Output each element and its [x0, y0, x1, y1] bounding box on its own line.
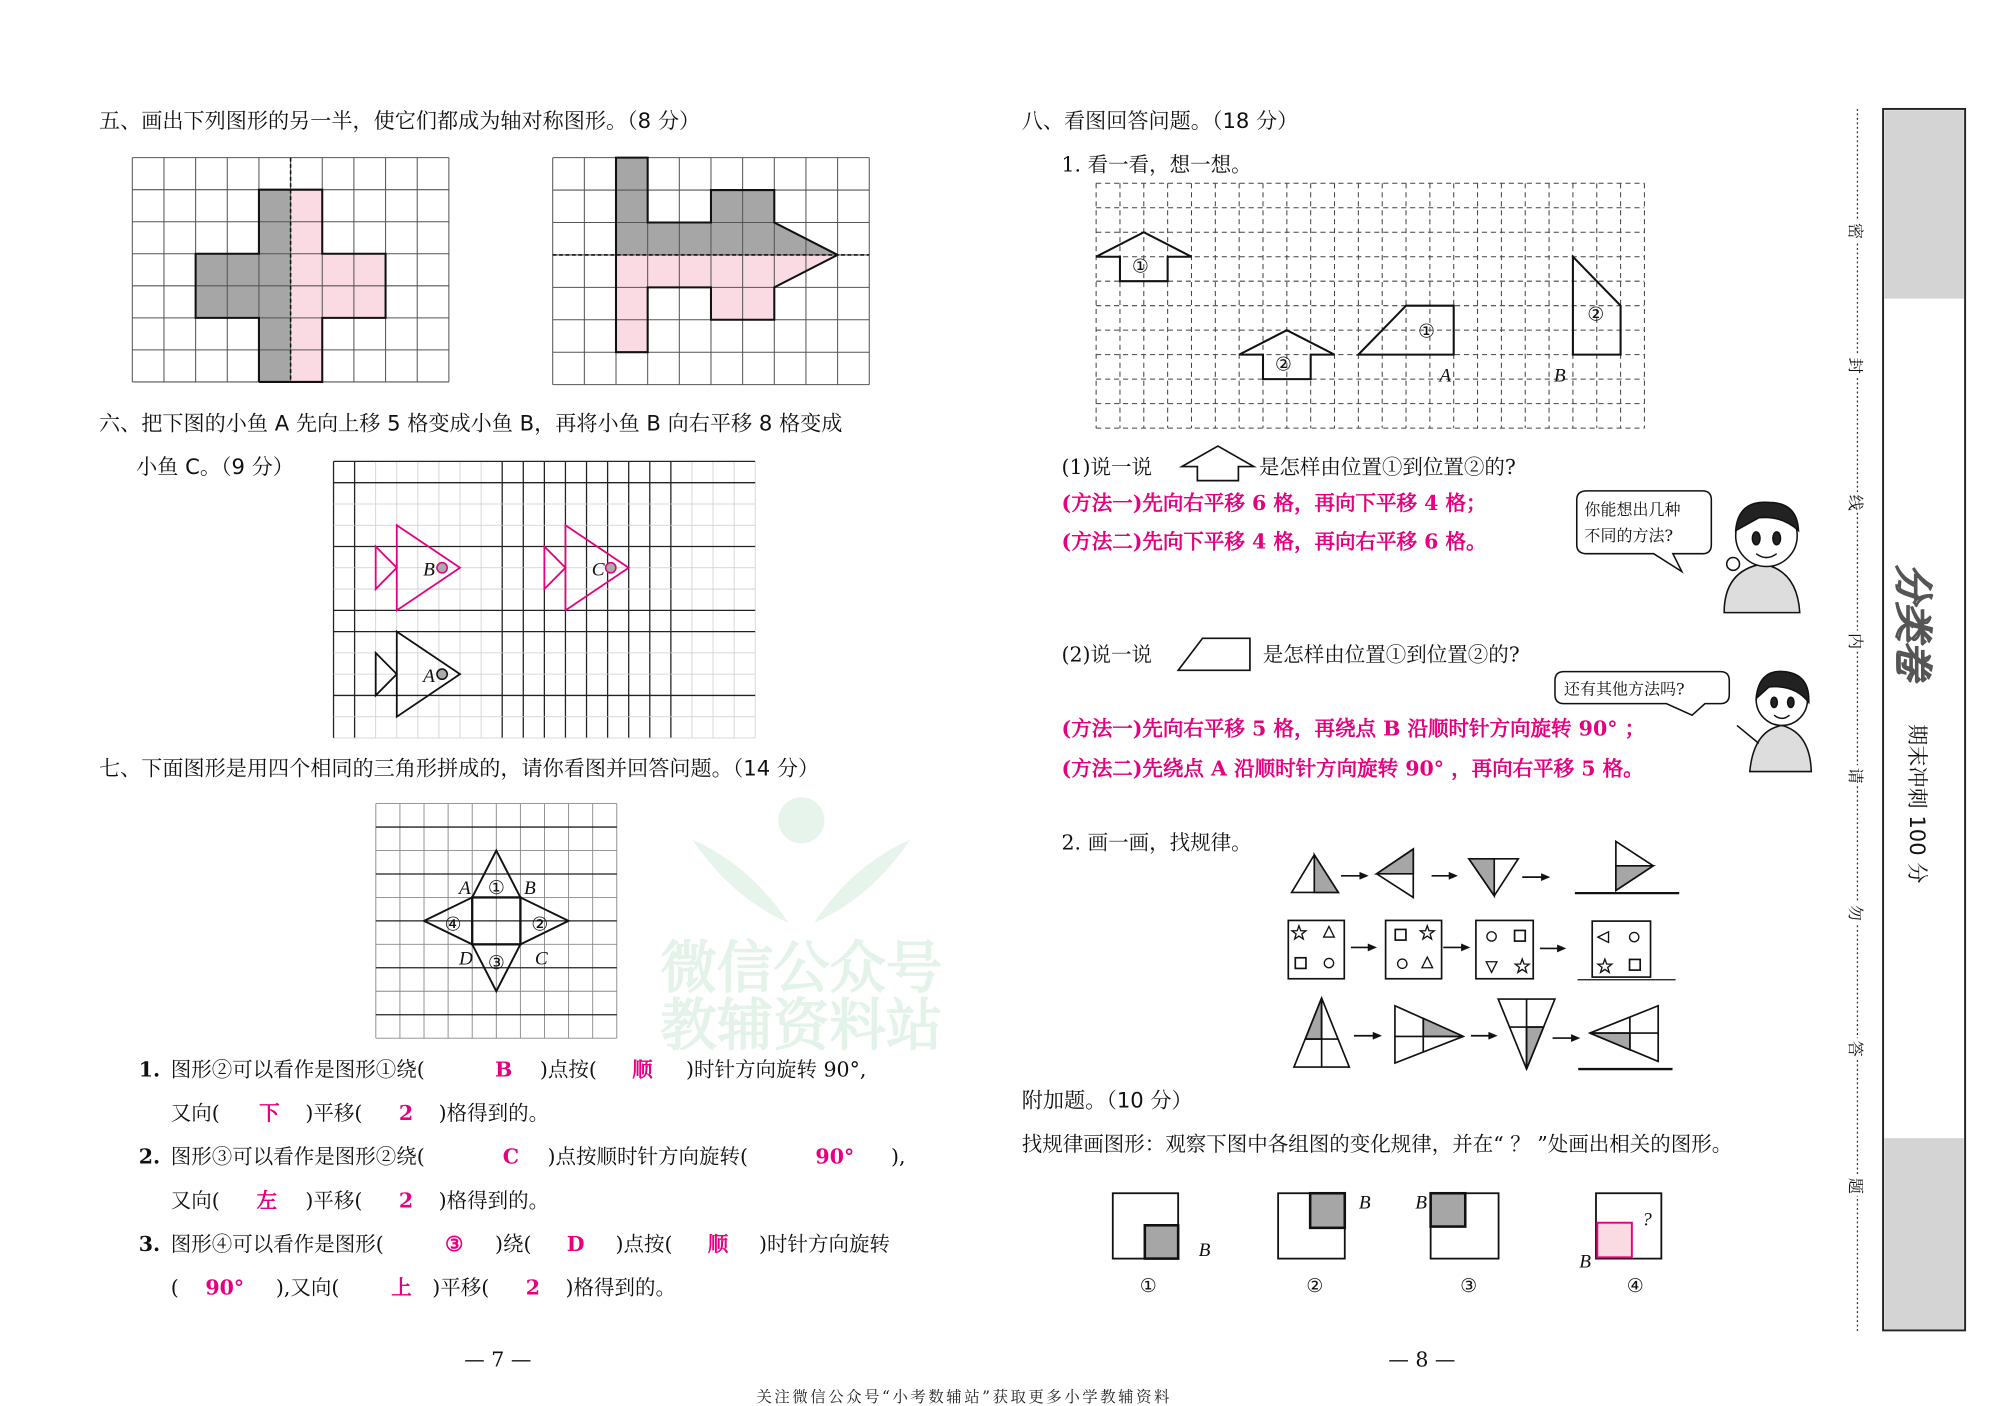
house-2-label: ② — [1274, 352, 1293, 376]
q-text: 图形②可以看作是图形①绕( — [170, 1057, 425, 1082]
fish-eye-icon — [606, 563, 616, 573]
answer-blank[interactable]: B — [495, 1057, 513, 1082]
square-icon — [1295, 958, 1306, 969]
seal-char: 内 — [1845, 633, 1865, 650]
section8-title: 八、看图回答问题。（18 分） — [1021, 108, 1299, 134]
sub-question-1 — [1062, 446, 1800, 613]
section6-title: 六、把下图的小鱼 A 先向上移 5 格变成小鱼 B，再将小鱼 B 向右平移 8 格变成 — [98, 410, 843, 436]
seal-char: 请 — [1845, 767, 1865, 784]
speech-bubble-girl — [1555, 672, 1729, 716]
answer-blank[interactable]: 90° — [815, 1144, 855, 1169]
q-text: )时针方向旋转 — [759, 1231, 891, 1256]
fish-eye-icon — [437, 563, 447, 573]
bonus-label: ① — [1139, 1273, 1157, 1297]
seal-char: 题 — [1845, 1177, 1865, 1194]
watermark-leaf-icon — [692, 839, 910, 922]
answer-blank[interactable]: C — [502, 1144, 520, 1169]
point-label-b: B — [1358, 1192, 1371, 1214]
answer-pink-square — [1597, 1223, 1632, 1258]
svg-text:又向(下)平移(2)格得到的。 — [171, 1101, 549, 1125]
sub1-prefix: (1)说一说 — [1061, 455, 1153, 480]
shaded-part — [1527, 1027, 1544, 1069]
svg-text:(90°),又向(上)平移(2)格得到的。 — [171, 1275, 676, 1299]
q-num: 2. — [138, 1144, 161, 1169]
strip-subtitle: 期末冲刺 100 分 — [1904, 724, 1930, 884]
section6-title-cont: 小鱼 C。（9 分） — [136, 454, 294, 480]
sub1-method1: (方法一)先向右平移 6 格，再向下平移 4 格； — [1061, 491, 1487, 516]
triangle-figure-grid — [376, 804, 617, 1039]
point-label-b: B — [1415, 1192, 1428, 1214]
bubble-text: 不同的方法? — [1584, 525, 1674, 545]
q-text: ),又向( — [275, 1275, 340, 1300]
fish-grid[interactable] — [334, 461, 756, 738]
sub2-prefix: (2)说一说 — [1061, 642, 1153, 667]
answer-blank[interactable]: 90° — [205, 1275, 245, 1300]
answer-blank[interactable]: 左 — [256, 1188, 278, 1213]
section7-q1 — [139, 1058, 867, 1126]
bonus-figure-3 — [1431, 1193, 1499, 1258]
watermark-logo-icon — [778, 797, 824, 843]
shaded-half — [1616, 866, 1653, 891]
q-text: )格得到的。 — [438, 1188, 550, 1213]
bonus-label: ③ — [1460, 1273, 1478, 1297]
shaded-half — [1314, 855, 1338, 893]
q-text: )平移( — [432, 1275, 490, 1300]
q-text: )格得到的。 — [438, 1101, 550, 1126]
symmetry-grid-1[interactable] — [132, 158, 449, 382]
question-mark: ? — [1642, 1209, 1652, 1231]
triangle-1-label: ① — [487, 875, 506, 899]
house-1-label: ① — [1131, 254, 1150, 278]
girl-cartoon-icon — [1737, 671, 1811, 771]
answer-blank[interactable]: 2 — [525, 1275, 541, 1300]
circle-icon — [1324, 958, 1333, 967]
trapezoid-icon — [1178, 638, 1250, 670]
section5-title: 五、画出下列图形的另一半，使它们都成为轴对称图形。（8 分） — [98, 108, 701, 134]
sub-question-2 — [1062, 638, 1812, 780]
page-number-left: — 7 — — [464, 1347, 532, 1372]
bubble-text: 还有其他方法吗? — [1563, 679, 1685, 699]
sub1-suffix: 是怎样由位置①到位置②的? — [1258, 455, 1516, 480]
bonus-label: ② — [1306, 1273, 1324, 1297]
section8-q1-title: 1. 看一看，想一想。 — [1061, 152, 1252, 177]
page-number-right: — 8 — — [1388, 1347, 1456, 1372]
bonus-instruction: 找规律画图形：观察下图中各组图的变化规律，并在“ ？ ”处画出相关的图形。 — [1021, 1131, 1733, 1156]
q-num: 1. — [138, 1057, 161, 1082]
sub2-suffix: 是怎样由位置①到位置②的? — [1262, 642, 1520, 667]
q-text: ( — [170, 1275, 179, 1300]
point-label-b: B — [1198, 1240, 1211, 1262]
q-num: 3. — [138, 1231, 161, 1256]
circle-icon — [1398, 959, 1407, 968]
bonus-figures — [1113, 1193, 1662, 1258]
answer-blank[interactable]: D — [566, 1231, 585, 1256]
answer-blank[interactable]: 上 — [391, 1275, 412, 1300]
point-label-c: C — [534, 948, 548, 970]
pink-answer-half — [616, 255, 838, 352]
section7-title: 七、下面图形是用四个相同的三角形拼成的，请你看图并回答问题。（14 分） — [98, 755, 820, 781]
seal-char: 勿 — [1845, 904, 1865, 921]
answer-blank[interactable]: 下 — [259, 1101, 280, 1126]
fish-label: B — [423, 559, 435, 581]
arrow-head-icon — [1368, 944, 1377, 951]
seal-char: 线 — [1845, 494, 1865, 511]
section8-q2-title: 2. 画一画，找规律。 — [1061, 830, 1252, 855]
q-text: )格得到的。 — [565, 1275, 677, 1300]
answer-blank[interactable]: 顺 — [707, 1231, 729, 1256]
boy-cartoon-icon — [1724, 502, 1800, 612]
point-label-b: B — [524, 877, 536, 899]
svg-text:又向(左)平移(2)格得到的。 — [171, 1188, 549, 1212]
arrow-head-icon — [1557, 945, 1566, 952]
q-text: )绕( — [495, 1231, 532, 1256]
shaded-part — [1590, 1033, 1630, 1050]
fish-label: C — [591, 559, 605, 581]
strip-gray-top — [1884, 110, 1963, 298]
arrow-head-icon — [1461, 944, 1470, 951]
answer-blank[interactable]: 2 — [398, 1101, 414, 1126]
bonus-title: 附加题。（10 分） — [1021, 1087, 1193, 1113]
sub2-method2: (方法二)先绕点 A 沿顺时针方向旋转 90° ，再向右平移 5 格。 — [1061, 756, 1644, 781]
shaded-part — [1305, 998, 1321, 1039]
q-text: )点按( — [615, 1231, 673, 1256]
triangle-4-label: ④ — [444, 912, 462, 936]
q-text: )平移( — [305, 1101, 363, 1126]
q-text: 又向( — [170, 1101, 220, 1126]
bubble-text: 你能想出几种 — [1584, 500, 1681, 520]
arrow-head-icon — [1571, 1034, 1580, 1041]
circle-icon — [1630, 932, 1639, 941]
answer-blank[interactable]: 顺 — [632, 1057, 653, 1082]
bonus-label: ④ — [1626, 1273, 1644, 1297]
dashed-transform-grid — [1096, 183, 1644, 428]
square-icon — [1630, 959, 1641, 970]
arrow-head-icon — [1449, 872, 1458, 879]
seal-char: 封 — [1845, 357, 1865, 374]
binding-strip — [1846, 109, 1965, 1333]
bonus-figure-1 — [1113, 1193, 1178, 1258]
q-text: 图形④可以看作是图形( — [170, 1231, 384, 1256]
strip-gray-bottom — [1884, 1138, 1963, 1329]
arrow-head-icon — [1373, 1032, 1382, 1039]
bonus-figure-2 — [1278, 1193, 1345, 1258]
point-label-a: A — [1439, 365, 1452, 387]
q-text: )点按( — [539, 1057, 597, 1082]
watermark-line2: 教辅资料站 — [660, 993, 943, 1059]
arrow-head-icon — [1360, 872, 1369, 879]
trapezoid-2-label: ② — [1587, 302, 1605, 326]
section7-q2 — [139, 1145, 906, 1213]
symbol-box — [1288, 920, 1344, 978]
gray-half-shape — [616, 158, 838, 255]
arrow-head-icon — [1541, 873, 1550, 880]
svg-text:1.图形②可以看作是图形①绕(B)点按(顺)时针方向旋转 9 — [139, 1058, 867, 1082]
watermark — [660, 797, 942, 1058]
shaded-half — [1377, 849, 1414, 874]
square-icon — [1395, 929, 1406, 940]
symmetry-grid-2[interactable] — [553, 158, 870, 385]
shaded-part — [1423, 1018, 1463, 1036]
seal-char: 密 — [1845, 223, 1865, 240]
q-text: 又向( — [170, 1188, 220, 1213]
q-text: ), — [891, 1144, 906, 1169]
square-icon — [1515, 930, 1526, 941]
q-text: )平移( — [305, 1188, 363, 1213]
answer-blank[interactable]: ③ — [445, 1231, 464, 1256]
svg-text:2.图形③可以看作是图形②绕(C)点按顺时针方向旋转(90° — [139, 1145, 906, 1169]
shaded-half — [1469, 859, 1494, 896]
brand-logo: 分类卷 — [1889, 563, 1935, 680]
triangle-3-label: ③ — [487, 950, 506, 974]
fish-eye-icon — [437, 669, 447, 679]
fish-label: A — [423, 665, 435, 687]
arrow-head-icon — [1489, 1032, 1498, 1039]
pattern-rows[interactable] — [1288, 841, 1679, 1069]
answer-blank[interactable]: 2 — [398, 1188, 414, 1213]
section7-q3 — [139, 1232, 890, 1300]
seal-char: 答 — [1845, 1040, 1865, 1057]
speech-bubble-boy — [1577, 491, 1712, 572]
q-text: )点按顺时针方向旋转( — [547, 1144, 749, 1169]
circle-icon — [1487, 932, 1496, 941]
q-text: 图形③可以看作是图形②绕( — [170, 1144, 425, 1169]
trapezoid-1-label: ① — [1417, 319, 1436, 343]
svg-text:3.图形④可以看作是图形(③)绕(D)点按(顺)时针方向旋转 — [139, 1232, 890, 1256]
triangle-2-label: ② — [531, 912, 549, 936]
house-arrow-icon — [1182, 446, 1254, 481]
sub1-method2: (方法二)先向下平移 4 格，再向右平移 6 格。 — [1061, 529, 1487, 554]
sub2-method1: (方法一)先向右平移 5 格，再绕点 B 沿顺时针方向旋转 90° ； — [1061, 716, 1646, 741]
symbol-box — [1386, 920, 1442, 978]
point-label-d: D — [458, 948, 473, 970]
point-label-a: A — [458, 877, 471, 899]
watermark-line1: 微信公众号 — [660, 935, 943, 1001]
point-label-b: B — [1579, 1251, 1592, 1273]
footer-note: 关注微信公众号“小考数辅站”获取更多小学教辅资料 — [756, 1388, 1172, 1406]
q-text: )时针方向旋转 90°, — [685, 1057, 867, 1082]
point-label-b: B — [1553, 365, 1566, 387]
